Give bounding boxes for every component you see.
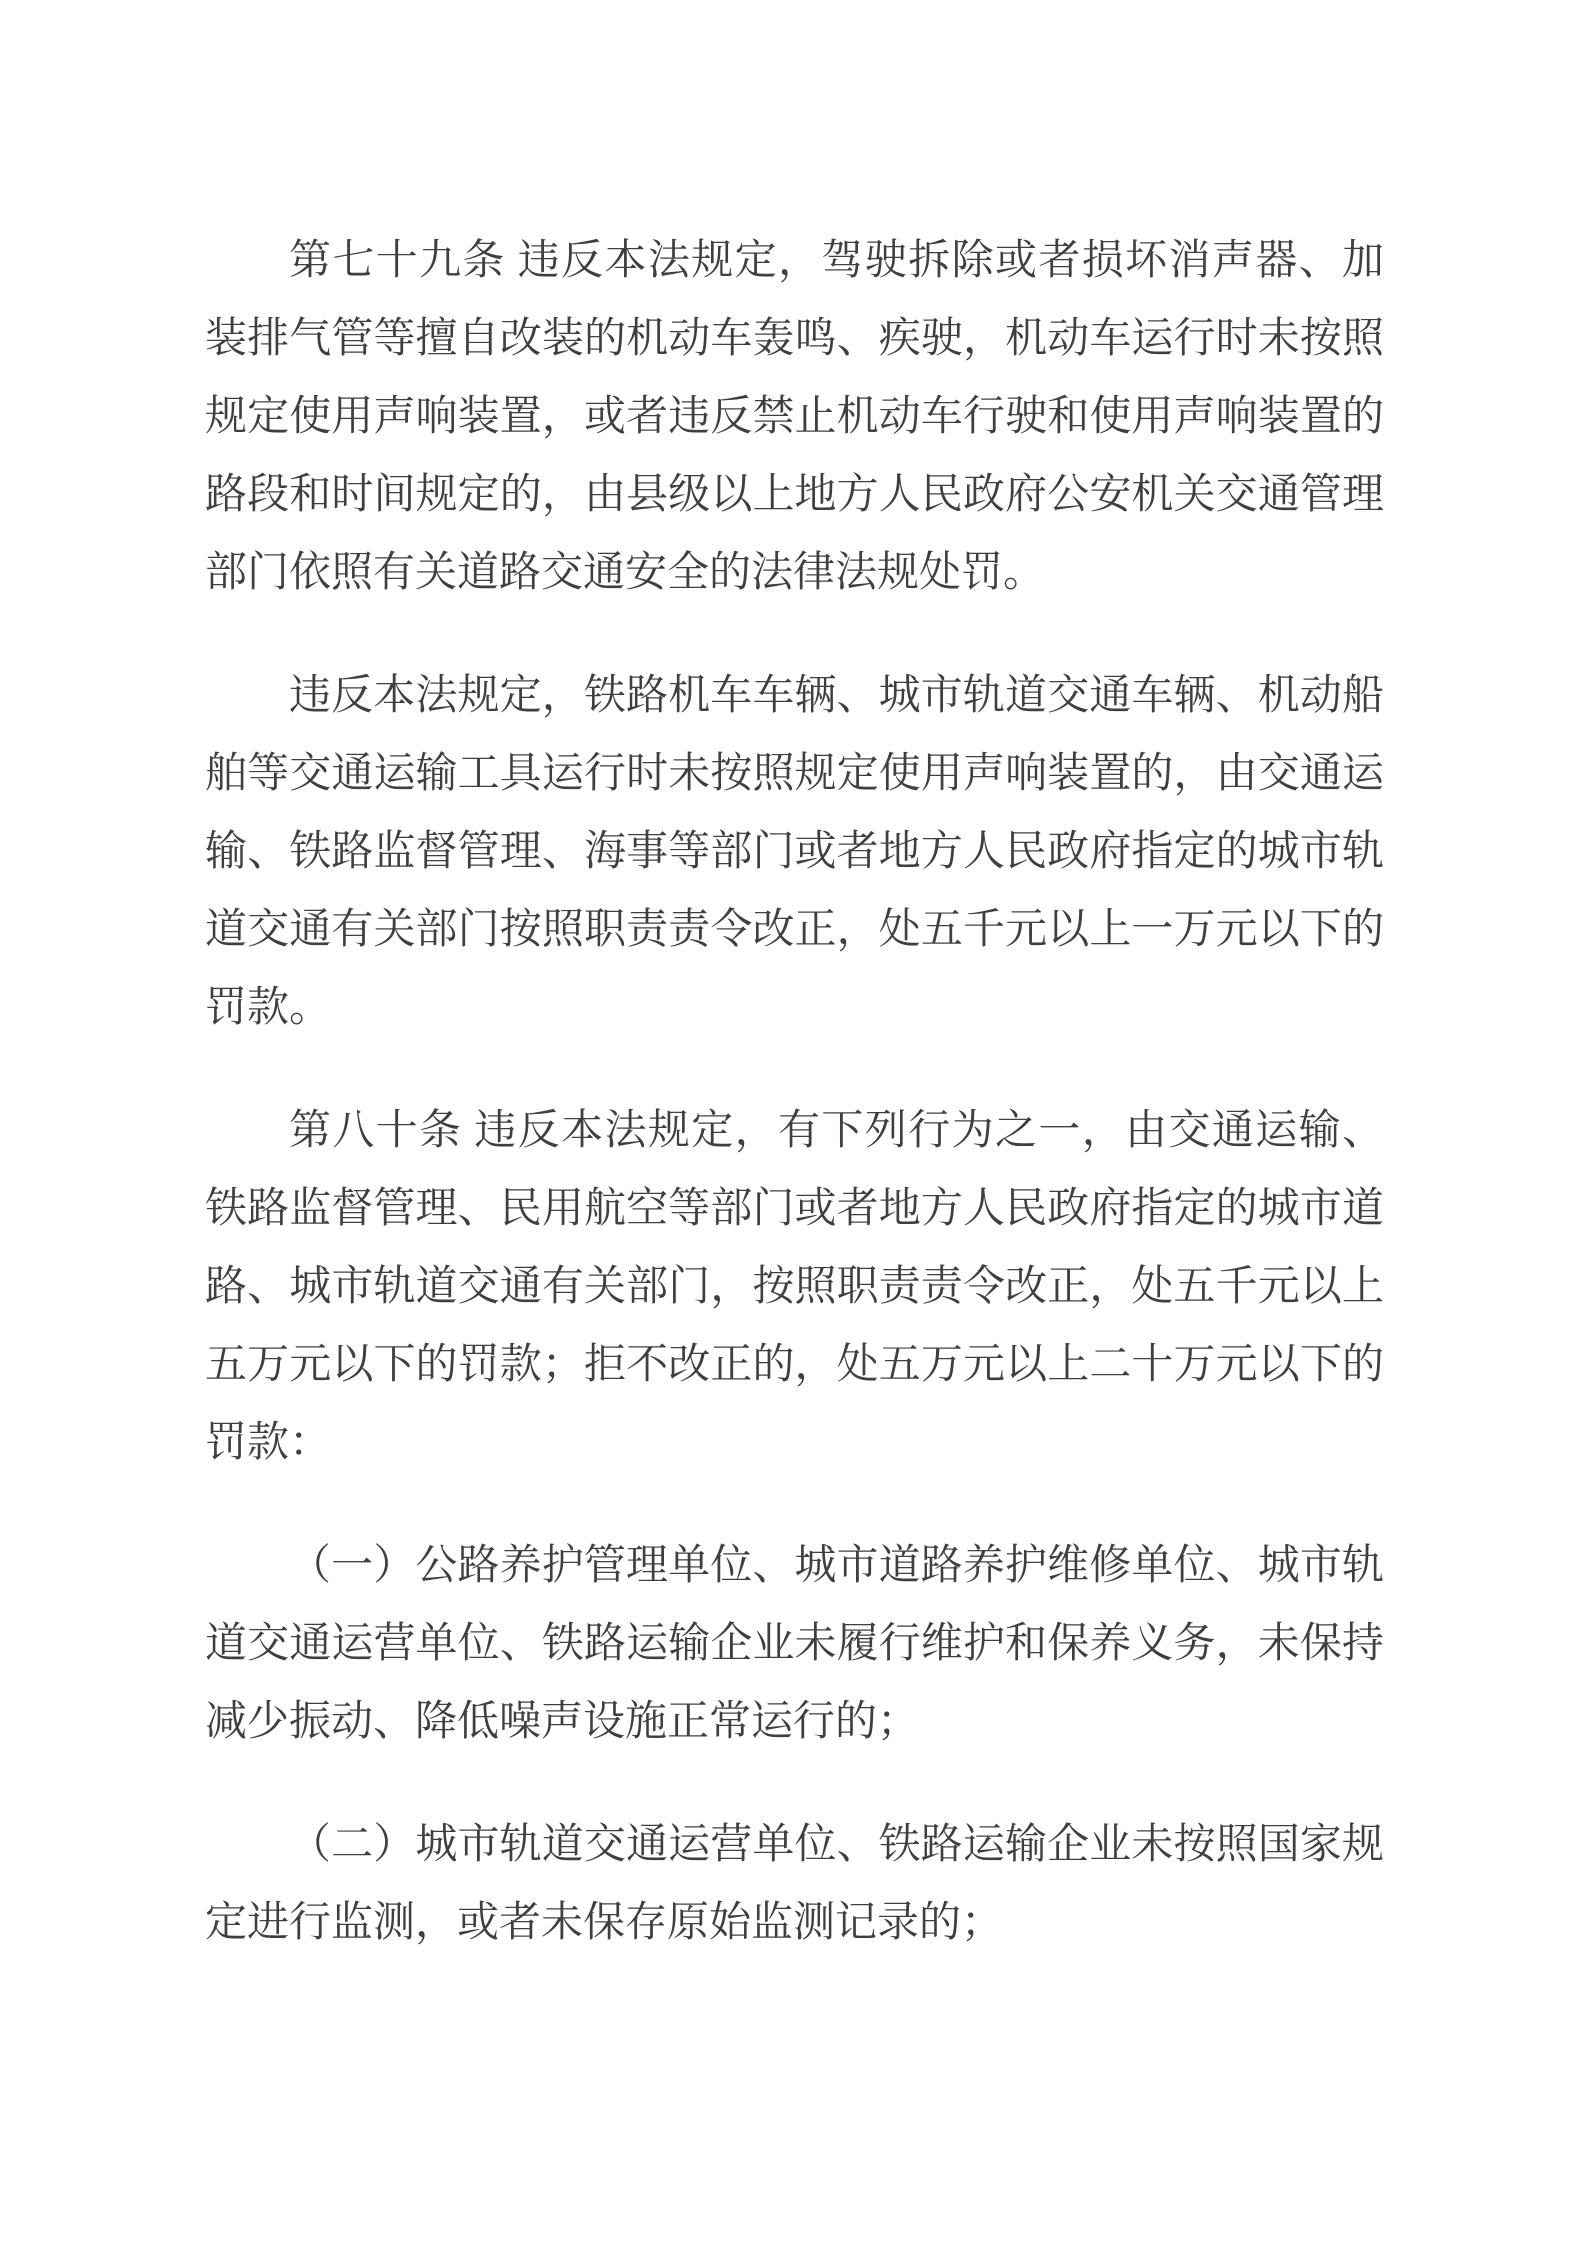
article-79-continuation-paragraph: 违反本法规定，铁路机车车辆、城市轨道交通车辆、机动船舶等交通运输工具运行时未按照规定使用声响装置的，由交通运输、铁路监督管理、海事等部门或者地方人民政府指定的城市轨道交通有关部门按照职责责令改正，处五千元以上一万元以下的罚款。 <box>205 673 1384 1031</box>
article-79-paragraph: 第七十九条 违反本法规定，驾驶拆除或者损坏消声器、加装排气管等擅自改装的机动车轰鸣、疾驶，机动车运行时未按照规定使用声响装置，或者违反禁止机动车行驶和使用声响装置的路段和时间规定的，由县级以上地方人民政府公安机关交通管理部门依照有关道路交通安全的法律法规处罚。 <box>205 238 1384 596</box>
article-80-item-1: （一）公路养护管理单位、城市道路养护维修单位、城市轨道交通运营单位、铁路运输企业未履行维护和保养义务，未保持减少振动、降低噪声设施正常运行的； <box>205 1543 1384 1745</box>
article-80-item-2: （二）城市轨道交通运营单位、铁路运输企业未按照国家规定进行监测，或者未保存原始监测记录的； <box>205 1822 1384 1946</box>
document-body <box>205 222 1384 1962</box>
article-80-paragraph: 第八十条 违反本法规定，有下列行为之一，由交通运输、铁路监督管理、民用航空等部门或者地方人民政府指定的城市道路、城市轨道交通有关部门，按照职责责令改正，处五千元以上五万元以下的罚款；拒不改正的，处五万元以上二十万元以下的罚款： <box>205 1108 1384 1466</box>
